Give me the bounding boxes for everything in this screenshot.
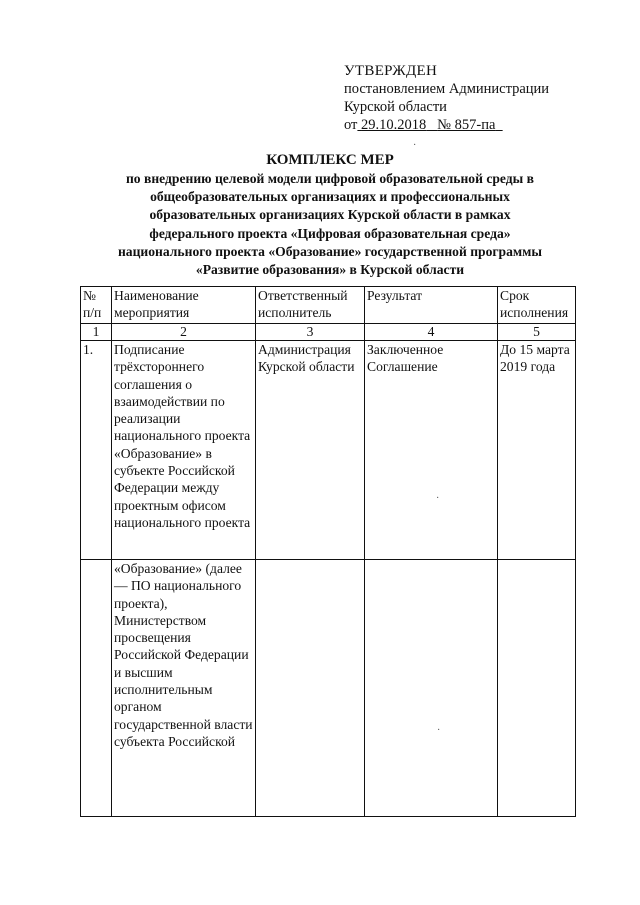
table-row xyxy=(81,560,576,817)
column-number: 1 xyxy=(81,324,112,341)
header-deadline: Срок исполнения xyxy=(498,287,576,324)
title-line: «Развитие образования» в Курской области xyxy=(195,262,465,278)
approval-heading: УТВЕРЖДЕН xyxy=(344,63,438,79)
table-header-row xyxy=(81,287,576,324)
header-name: Наименование мероприятия xyxy=(112,287,256,324)
column-numbers-row xyxy=(81,324,576,341)
approval-date: 29.10.2018 № 857-па xyxy=(361,117,496,133)
approval-date-line xyxy=(344,116,549,134)
approval-number: № 857-па xyxy=(437,117,496,133)
measures-table xyxy=(80,286,576,817)
row-executor xyxy=(256,560,365,817)
title-line: федерального проекта «Цифровая образовательная среда» xyxy=(149,225,511,241)
row-result xyxy=(365,560,498,817)
title-main: КОМПЛЕКС МЕР xyxy=(266,152,394,168)
row-name: Подписание трёхстороннего соглашения о взаимодействии по реализации национального проекта «Образование» в субъекте Российской Федерации между проектным офисом национального проекта xyxy=(112,341,256,560)
row-deadline xyxy=(498,560,576,817)
title-line: по внедрению целевой модели цифровой образовательной среды в xyxy=(125,171,535,186)
title-line: общеобразовательных организациях и профессиональных xyxy=(150,189,510,205)
header-number: № п/п xyxy=(81,287,112,324)
row-name: «Образование» (далее — ПО национального проекта), Министерством просвещения Российской Федерации и высшим исполнительным органом государственной власти субъекта Российской xyxy=(112,560,256,817)
header-executor: Ответственный исполнитель xyxy=(256,287,365,324)
column-number: 5 xyxy=(498,324,576,341)
row-executor: Администрация Курской области xyxy=(256,341,365,560)
table-row xyxy=(81,341,576,560)
header-result: Результат xyxy=(365,287,498,324)
approval-line-1: постановлением Администрации xyxy=(344,81,550,97)
scan-speck: · xyxy=(436,493,440,504)
scan-speck: · xyxy=(437,725,441,736)
row-result: Заключенное Соглашение xyxy=(365,341,498,560)
column-number: 3 xyxy=(256,324,365,341)
title-line: образовательных организациях Курской области в рамках xyxy=(149,207,511,223)
row-deadline: До 15 марта 2019 года xyxy=(498,341,576,560)
row-number: 1. xyxy=(81,341,112,560)
approval-stamp xyxy=(344,62,549,134)
date-prefix: от xyxy=(344,117,358,133)
title-line: национального проекта «Образование» государственной программы xyxy=(117,243,543,259)
column-number: 2 xyxy=(112,324,256,341)
approval-line-2: Курской области xyxy=(344,99,447,115)
row-number xyxy=(81,560,112,817)
document-title xyxy=(60,150,600,279)
column-number: 4 xyxy=(365,324,498,341)
scan-speck: · xyxy=(413,140,417,151)
